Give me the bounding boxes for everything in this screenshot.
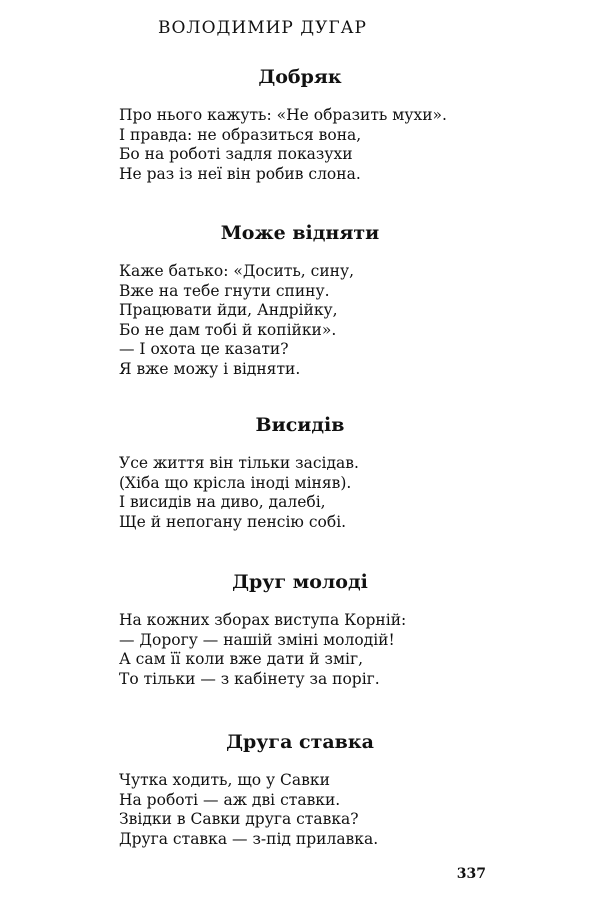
poem-line: (Хіба що крісла іноді міняв). bbox=[119, 473, 352, 492]
poem-line: — Дорогу — нашій зміні молодій! bbox=[119, 630, 395, 649]
poem-dobriak bbox=[0, 66, 600, 184]
poem-line: Каже батько: «Досить, сину, bbox=[119, 262, 355, 280]
poem-druha-stavka bbox=[0, 731, 600, 849]
poem-title: Друга ставка bbox=[226, 731, 374, 753]
poem-line: Бо не дам тобі й копійки». bbox=[119, 320, 337, 339]
poem-line: Не раз із неї він робив слона. bbox=[119, 164, 361, 183]
poem-line: Усе життя він тільки засідав. bbox=[119, 454, 359, 472]
poem-line: Працювати йди, Андрійку, bbox=[119, 301, 338, 319]
poem-line: Бо на роботі задля показухи bbox=[119, 145, 353, 163]
poem-title: Добряк bbox=[258, 66, 342, 88]
page-number: 337 bbox=[456, 866, 486, 882]
poem-line: Вже на тебе гнути спину. bbox=[119, 281, 330, 300]
poem-line: І висидів на диво, далебі, bbox=[119, 493, 326, 511]
poem-line: Звідки в Савки друга ставка? bbox=[119, 810, 359, 828]
poem-lines bbox=[119, 106, 559, 184]
poem-line: А сам її коли вже дати й зміг, bbox=[119, 650, 364, 668]
poem-line: На роботі — аж дві ставки. bbox=[119, 790, 341, 809]
poem-line: І правда: не образиться вона, bbox=[119, 125, 362, 144]
poem-title: Висидів bbox=[255, 414, 345, 436]
poem-lines bbox=[119, 454, 559, 532]
poem-lines bbox=[119, 771, 559, 849]
poem-line: Чутка ходить, що у Савки bbox=[119, 771, 330, 789]
poem-line: Друга ставка — з-під прилавка. bbox=[119, 829, 379, 848]
author-name: ВОЛОДИМИР ДУГАР bbox=[158, 18, 367, 38]
poem-druh-molodi bbox=[0, 571, 600, 689]
poem-title: Друг молоді bbox=[232, 571, 368, 593]
poem-line: — І охота це казати? bbox=[119, 340, 289, 358]
poem-line: Я вже можу і відняти. bbox=[119, 359, 301, 378]
poem-line: Ще й непогану пенсію собі. bbox=[119, 512, 347, 531]
poem-lines bbox=[119, 611, 559, 689]
poem-line: Про нього кажуть: «Не образить мухи». bbox=[119, 106, 447, 124]
poem-lines bbox=[119, 262, 559, 379]
poem-title: Може відняти bbox=[220, 222, 380, 244]
poem-vysydiv bbox=[0, 414, 600, 532]
poem-line: На кожних зборах виступа Корній: bbox=[119, 611, 407, 629]
poem-line: То тільки — з кабінету за поріг. bbox=[119, 669, 380, 688]
poem-mozhe-vidniaty bbox=[0, 222, 600, 379]
